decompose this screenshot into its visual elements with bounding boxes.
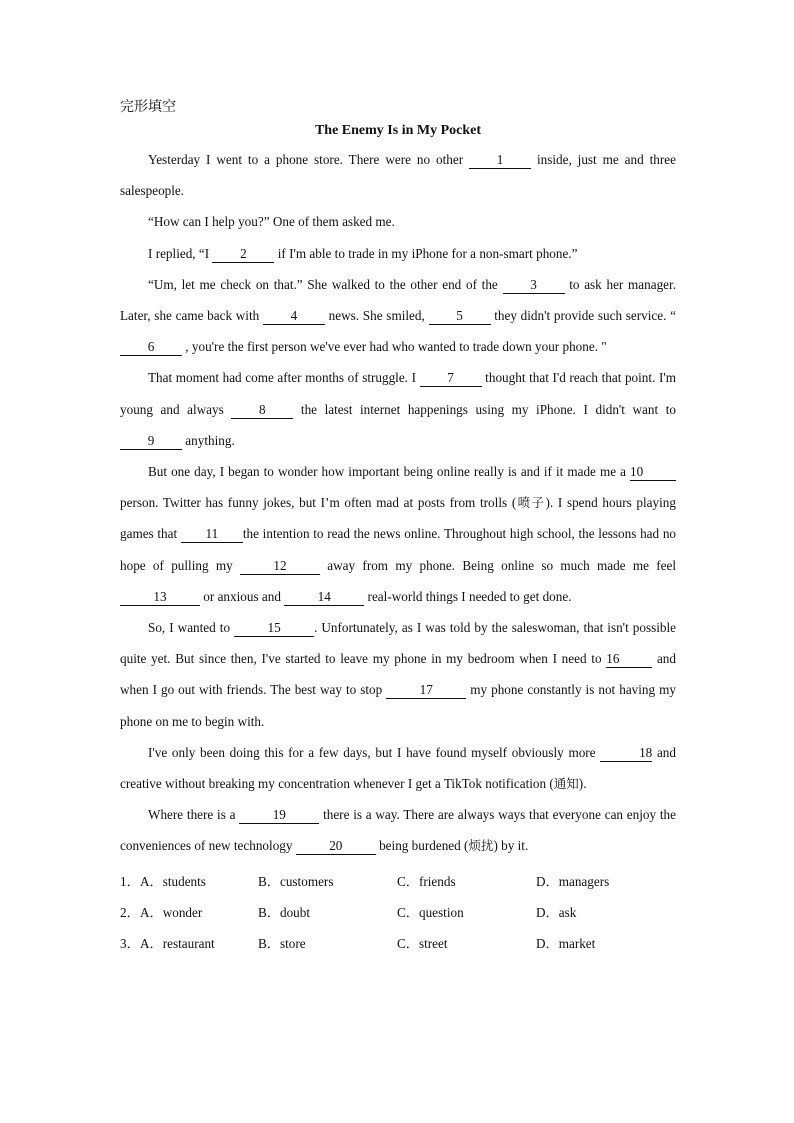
text: , you're the first person we've ever had who wanted to trade down your phone. " xyxy=(182,339,607,355)
text: and creative without breaking my concentration whenever I get a TikTok notification ( xyxy=(120,744,676,792)
blank-12[interactable]: 12 xyxy=(240,558,320,575)
text: thought that I'd reach that point. I'm young and always xyxy=(120,370,676,417)
question-number: 2． xyxy=(120,904,140,920)
option-d[interactable]: D．managers xyxy=(536,873,610,889)
blank-5[interactable]: 5 xyxy=(429,308,491,325)
option-a[interactable]: A．wonder xyxy=(140,904,203,920)
question-options xyxy=(120,866,676,960)
text: to ask her manager. Later, she came back with xyxy=(120,276,676,324)
paragraph-9 xyxy=(120,799,676,861)
text: person. Twitter has funny jokes, but I’m often mad at posts from trolls ( xyxy=(120,495,517,511)
blank-3[interactable]: 3 xyxy=(503,277,565,294)
option-d[interactable]: D．market xyxy=(536,936,596,952)
text: I replied, “I xyxy=(148,245,213,261)
text: news. She smiled, xyxy=(324,308,429,324)
blank-17[interactable]: 17 xyxy=(386,682,466,699)
text: the intention to read the news online. Throughout high school, the lessons had no hope of pulling my xyxy=(120,526,677,573)
text: “Um, let me check on that.” She walked to the other end of the xyxy=(148,276,503,292)
blank-16[interactable]: 16 xyxy=(606,651,652,668)
text: anything. xyxy=(182,432,235,448)
text: they didn't provide such service. “ xyxy=(490,308,676,324)
text: But one day, I began to wonder how important being online really is and if it made me a xyxy=(148,464,630,480)
question-row-2 xyxy=(120,897,676,928)
option-c[interactable]: C．friends xyxy=(397,873,456,889)
blank-8[interactable]: 8 xyxy=(231,402,293,419)
passage-title: The Enemy Is in My Pocket xyxy=(314,123,482,138)
option-c[interactable]: C．question xyxy=(397,904,464,920)
text-cjk: 喷子 xyxy=(516,495,546,511)
paragraph-6 xyxy=(120,456,676,612)
text: That moment had come after months of struggle. I xyxy=(148,370,420,386)
question-number: 3． xyxy=(120,936,140,952)
question-number: 1． xyxy=(120,873,140,889)
blank-1[interactable]: 1 xyxy=(469,152,531,169)
text: So, I wanted to xyxy=(148,620,235,636)
text: real-world things I needed to get done. xyxy=(364,588,572,604)
paragraph-8 xyxy=(120,737,676,799)
blank-9[interactable]: 9 xyxy=(120,433,182,450)
option-b[interactable]: B．doubt xyxy=(258,904,311,920)
paragraph-4 xyxy=(120,269,676,363)
text-cjk: 通知 xyxy=(553,776,579,792)
text: ) by it. xyxy=(493,838,529,854)
question-row-1 xyxy=(120,866,676,897)
blank-15[interactable]: 15 xyxy=(234,620,314,637)
blank-18[interactable]: 18 xyxy=(600,745,652,762)
blank-7[interactable]: 7 xyxy=(420,370,482,387)
blank-4[interactable]: 4 xyxy=(263,308,325,325)
section-title: 完形填空 xyxy=(120,99,176,115)
text: there is a way. There are always ways that everyone can enjoy the conveniences of new technology xyxy=(120,807,676,854)
blank-6[interactable]: 6 xyxy=(120,339,182,356)
option-d[interactable]: D．ask xyxy=(536,904,577,920)
option-b[interactable]: B．store xyxy=(258,936,306,952)
blank-20[interactable]: 20 xyxy=(296,838,376,855)
text: Where there is a xyxy=(148,807,240,823)
text: away from my phone. Being online so much made me feel xyxy=(320,557,676,573)
paragraph-2 xyxy=(120,206,676,237)
blank-2[interactable]: 2 xyxy=(212,246,274,263)
text: “How can I help you?” One of them asked me. xyxy=(148,214,395,230)
paragraph-7 xyxy=(120,612,676,737)
text: . Unfortunately, as I was told by the saleswoman, that isn't possible quite yet. But since then, I've started to leave my phone in my bedroom when I need to xyxy=(120,620,676,667)
option-a[interactable]: A．students xyxy=(140,873,206,889)
text: being burdened ( xyxy=(375,838,469,854)
option-b[interactable]: B．customers xyxy=(258,873,334,889)
text: Yesterday I went to a phone store. There were no other xyxy=(148,152,470,167)
text-cjk: 烦扰 xyxy=(468,838,494,854)
blank-19[interactable]: 19 xyxy=(239,807,319,824)
option-c[interactable]: C．street xyxy=(397,936,448,952)
text: and when I go out with friends. The best way to stop xyxy=(120,651,676,698)
paragraph-5 xyxy=(120,362,676,456)
text: inside, just me and three salespeople. xyxy=(120,152,676,199)
blank-14[interactable]: 14 xyxy=(284,589,364,606)
paragraph-1 xyxy=(120,144,676,206)
text: ). xyxy=(578,776,587,792)
text: my phone constantly is not having my phone on me to begin with. xyxy=(120,682,676,729)
question-row-3 xyxy=(120,928,676,959)
text: if I'm able to trade in my iPhone for a non-smart phone.” xyxy=(274,245,578,261)
text: I've only been doing this for a few days, but I have found myself obviously more xyxy=(148,744,601,760)
text: ). I spend hours playing games that xyxy=(120,495,676,542)
worksheet xyxy=(120,96,676,959)
blank-11[interactable]: 11 xyxy=(181,526,243,543)
option-a[interactable]: A．restaurant xyxy=(140,936,215,952)
paragraph-3 xyxy=(120,238,676,269)
blank-13[interactable]: 13 xyxy=(120,589,200,606)
blank-10[interactable]: 10 xyxy=(630,464,676,481)
text: the latest internet happenings using my iPhone. I didn't want to xyxy=(293,401,676,417)
text: or anxious and xyxy=(200,588,285,604)
